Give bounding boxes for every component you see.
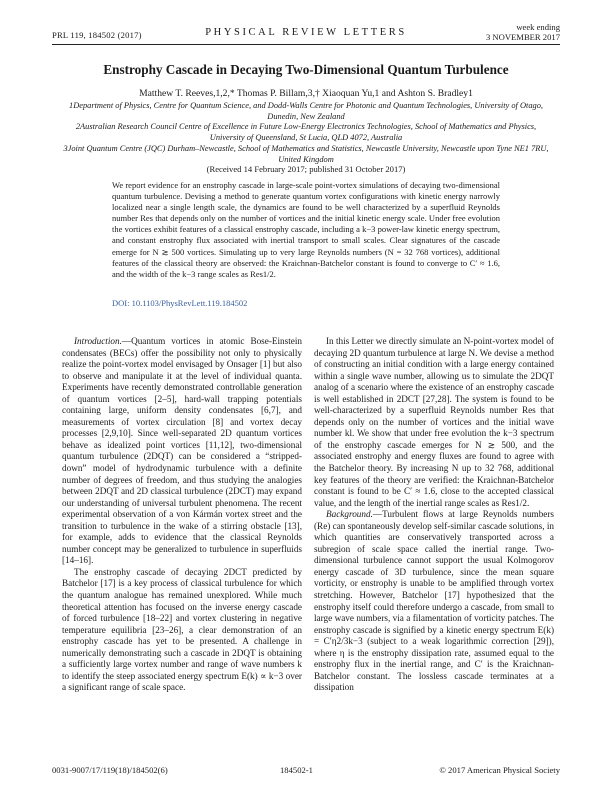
issue-date-line2: 3 NOVEMBER 2017 — [485, 32, 560, 42]
paragraph-text: In this Letter we directly simulate an N-point-vortex model of decaying 2D quantum turbulence at large N. We devise a method of constructing an initial condition with a large energy contained within a single wave number, allowing us to simulate the 2DQT analog of a scenario where the existence of an enstrophy cascade is well established in 2DCT [27,28]. The system is found to be well-characterized by a superfluid Reynolds number Res that depends only on the number of vortices and the initial wave number kl. We show that under free evolution the k−3 spectrum of the enstrophy cascade emerges for N ≳ 500, and the associated enstrophy and energy fluxes are found to agree with the Batchelor theory. By increasing N up to 32 768, additional key features of the theory are verified: the Kraichnan-Batchelor constant is found to be C′ ≈ 1.6, close to the accepted classical value, and the length of the inertial range scales as Res1/2. — [314, 336, 554, 508]
affiliations — [60, 101, 552, 165]
author-list: Matthew T. Reeves,1,2,* Thomas P. Billam,3,† Xiaoquan Yu,1 and Ashton S. Bradley1 — [139, 88, 473, 99]
affiliation-3: 3Joint Quantum Centre (JQC) Durham–Newcastle, School of Mathematics and Statistics, Newcastle University, Newcastle upon Tyne NE1 7RU, United Kingdom — [63, 143, 549, 164]
journal-citation: PRL 119, 184502 (2017) — [52, 30, 142, 40]
paragraph — [62, 567, 302, 694]
section-heading: Background. — [326, 509, 373, 520]
issue-date — [486, 22, 560, 42]
journal-name: PHYSICAL REVIEW LETTERS — [205, 27, 407, 38]
paragraph — [314, 336, 554, 509]
paragraph — [62, 336, 302, 567]
header-rule — [52, 44, 560, 45]
affiliation-2: 2Australian Research Council Centre of Excellence in Future Low-Energy Electronics Technologies, School of Mathematics and Physics, University of Queensland, St Lucia, QLD 4072, Australia — [75, 122, 537, 143]
paper-title: Enstrophy Cascade in Decaying Two-Dimensional Quantum Turbulence — [103, 62, 509, 77]
abstract: We report evidence for an enstrophy cascade in large-scale point-vortex simulations of decaying two-dimensional quantum turbulence. Devising a method to generate quantum vortex configurations with kinetic energy narrowly localized near a single length scale, the dynamics are found to be well characterized by a superfluid Reynolds number Res that depends only on the number of vortices and the initial kinetic energy scale. Under free evolution the vortices exhibit features of a classical enstrophy cascade, including a k−3 power-law kinetic energy spectrum, and constant enstrophy flux associated with inertial transport to small scales. Clear signatures of the cascade emerge for N ≳ 500 vortices. Simulating up to very large Reynolds numbers (N = 32 768 vortices), additional features of the classical theory are observed: the Kraichnan-Batchelor constant is found to converge to C′ ≈ 1.6, and the width of the k−3 range scales as Res1/2. — [112, 180, 500, 279]
copyright: © 2017 American Physical Society — [439, 765, 560, 775]
section-heading: Introduction. — [74, 336, 122, 346]
page-number: 184502-1 — [280, 765, 313, 775]
paragraph-text: —Quantum vortices in atomic Bose-Einstein condensates (BECs) offer the possibility not only to physically realize the point-vortex model envisaged by Onsager [1] but also to observe and manipulate it at the level of individual quanta. Experiments have recently demonstrated controllable generation of quantum vortices [2–5], hard-wall trapping potentials containing large, uniform density condensates [6,7], and measurements of vortex circulation [8] and vortex decay processes [2,9,10]. Since well-separated 2D quantum vortices behave as idealized point vortices [11,12], two-dimensional quantum turbulence (2DQT) can be considered a “stripped-down” model of hydrodynamic turbulence with a definite number of degrees of freedom, and thus studying the analogies between 2DQT and 2D classical turbulence (2DCT) may expand our understanding of universal turbulent phenomena. The recent experimental observation of a von Kármán vortex street and the transition to turbulence in the wake of a stirring obstacle [13], for example, adds to evidence that the classical Reynolds number concept may be generalized to turbulence in superfluids [14–16]. — [62, 336, 302, 566]
doi-link[interactable]: DOI: 10.1103/PhysRevLett.119.184502 — [112, 298, 248, 308]
issue-date-line1: week ending — [516, 22, 560, 32]
paragraph — [314, 509, 554, 694]
received-dates: (Received 14 February 2017; published 31 October 2017) — [206, 164, 406, 174]
footer-code: 0031-9007/17/119(18)/184502(6) — [52, 765, 168, 775]
paragraph-text: The enstrophy cascade of decaying 2DCT predicted by Batchelor [17] is a key process of classical turbulence for which the quantum analogue has remained unexplored. While much theoretical attention has focused on the inverse energy cascade of forced turbulence [18–22] and vortex clustering in negative temperature equilibria [23–26], a clear demonstration of an enstrophy cascade has yet to be presented. A challenge in numerically demonstrating such a cascade in 2DQT is obtaining a sufficiently large vortex number and range of wave numbers k to identify the steep associated energy spectrum E(k) ∝ k−3 over a significant range of scale space. — [62, 566, 302, 693]
paragraph-text: —Turbulent flows at large Reynolds numbers (Re) can spontaneously develop self-similar cascade solutions, in which quantities are conservatively transported across a subregion of scale space called the inertial range. Two-dimensional turbulence cannot support the usual Kolmogorov energy cascade of 3D turbulence, since the mean square vorticity, or enstrophy is unable to be amplified through vortex stretching. However, Batchelor [17] hypothesized that the enstrophy itself could therefore undergo a cascade, from small to large wave numbers, via a filamentation of vorticity patches. The enstrophy cascade is signified by a kinetic energy spectrum E(k) = C′η2/3k−3 (subject to a weak logarithmic correction [29]), where η is the enstrophy dissipation rate, assumed equal to the enstrophy flux in the inertial range, and C′ is the Kraichnan-Batchelor constant. The lossless cascade terminates at a dissipation — [314, 509, 554, 693]
affiliation-1: 1Department of Physics, Centre for Quantum Science, and Dodd-Walls Centre for Photonic and Quantum Technologies, University of Otago, Dunedin, New Zealand — [69, 101, 543, 121]
body-column-left — [62, 336, 302, 694]
body-column-right — [314, 336, 554, 694]
